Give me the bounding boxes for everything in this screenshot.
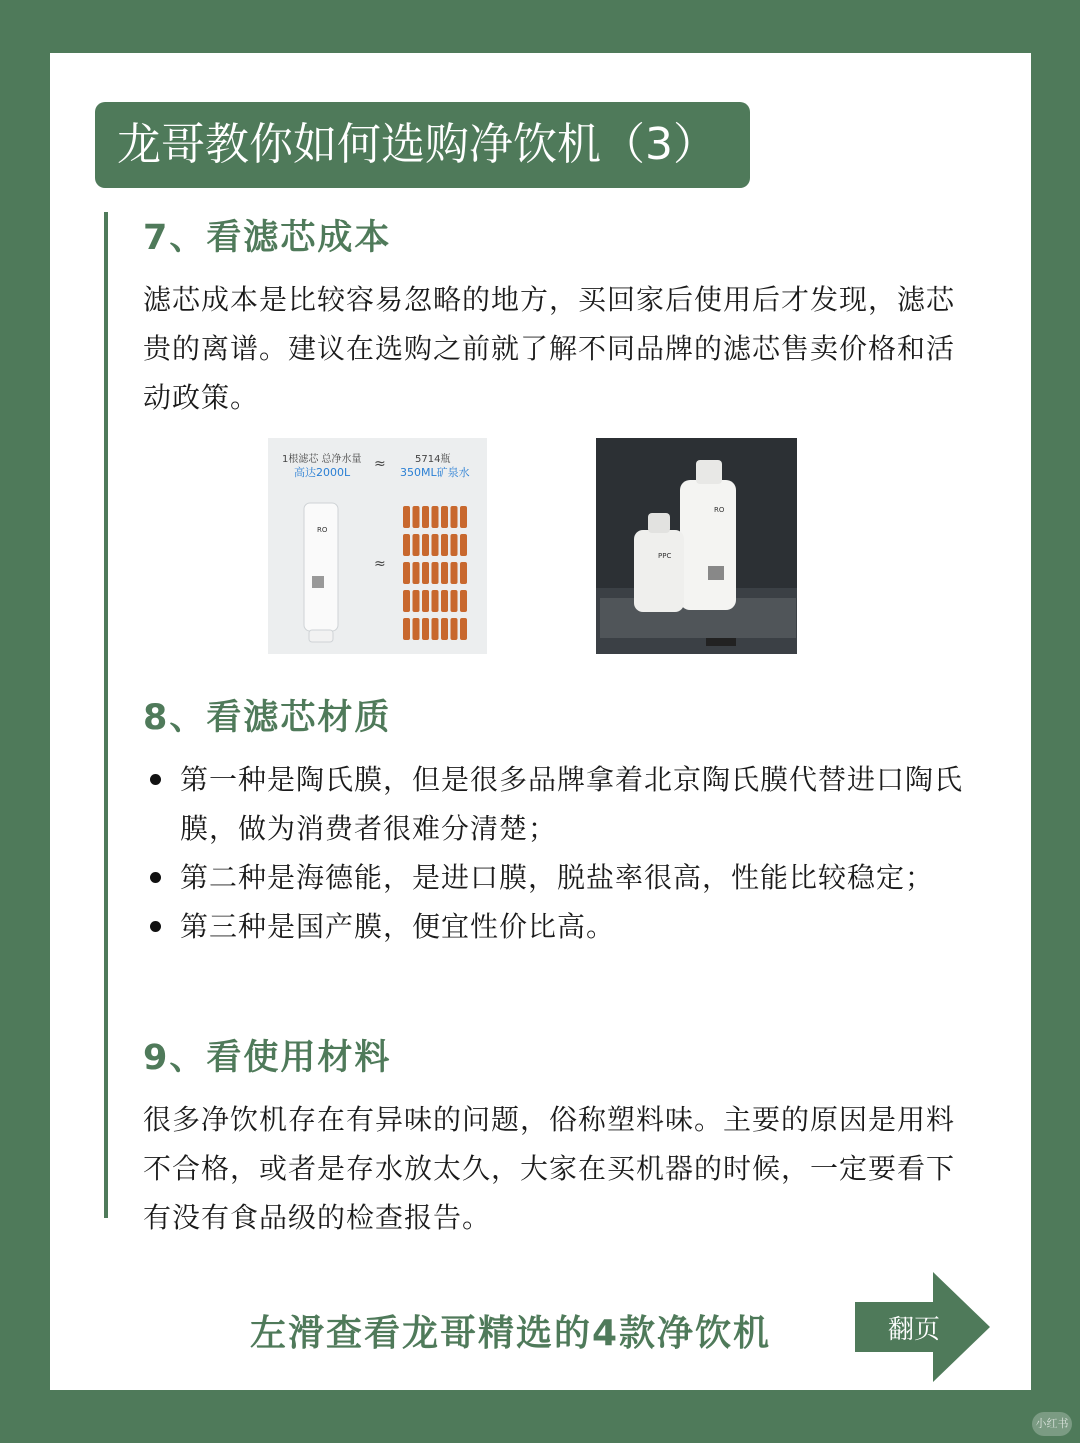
- bottle-icon: [441, 618, 448, 640]
- bottle-icon: [403, 590, 410, 612]
- image1-right-line2: 350ML矿泉水: [400, 466, 470, 479]
- bottle-icon: [422, 506, 429, 528]
- membrane-types-list: [148, 755, 988, 951]
- image1-left-line1: 1根滤芯 总净水量: [282, 454, 362, 465]
- image2-ro-label: RO: [714, 506, 725, 514]
- filter-cartridges-photo: [596, 438, 797, 654]
- filter-and-bottles-illustration: [268, 438, 487, 654]
- bottle-icon: [432, 562, 439, 584]
- bottle-icon: [403, 562, 410, 584]
- bottle-icon: [413, 618, 420, 640]
- decorative-side-line: [104, 212, 108, 1218]
- bottle-icon: [460, 534, 467, 556]
- filter-capacity-image: [268, 438, 487, 654]
- bottle-icon: [413, 506, 420, 528]
- page-title: 龙哥教你如何选购净饮机（3）: [95, 102, 750, 188]
- bottle-icon: [403, 618, 410, 640]
- list-item: 第二种是海德能，是进口膜，脱盐率很高，性能比较稳定；: [148, 853, 988, 902]
- bottle-icon: [422, 562, 429, 584]
- bottle-icon: [432, 506, 439, 528]
- swipe-hint-text: 左滑查看龙哥精选的4款净饮机: [250, 1313, 772, 1354]
- bottle-icon: [460, 590, 467, 612]
- bottle-icon: [413, 590, 420, 612]
- bottle-icon: [413, 562, 420, 584]
- bottle-icon: [441, 534, 448, 556]
- image1-right-line1: 5714瓶: [415, 454, 451, 465]
- next-page-button[interactable]: 翻页: [887, 1315, 940, 1345]
- bottle-icon: [460, 562, 467, 584]
- section-9-body: 很多净饮机存在有异味的问题，俗称塑料味。主要的原因是用料不合格，或者是存水放太久，大家在买机器的时候，一定要看下有没有食品级的检查报告。: [143, 1103, 956, 1234]
- bottle-icon: [451, 534, 458, 556]
- bottle-icon: [441, 562, 448, 584]
- bottle-icon: [422, 618, 429, 640]
- bottle-icon: [441, 590, 448, 612]
- bottle-icon: [451, 618, 458, 640]
- bottle-icon: [441, 506, 448, 528]
- bottle-icon: [451, 562, 458, 584]
- bottle-icon: [451, 590, 458, 612]
- section-9-heading: 9、看使用材料: [143, 1038, 392, 1078]
- bottle-icon: [432, 618, 439, 640]
- bottle-icon: [422, 590, 429, 612]
- image1-filter-label: RO: [317, 526, 328, 534]
- section-8-heading: 8、看滤芯材质: [143, 698, 392, 738]
- watermark-logo: 小红书: [1032, 1412, 1072, 1436]
- cartridges-illustration: [596, 438, 797, 654]
- list-item: 第三种是国产膜，便宜性价比高。: [148, 902, 988, 951]
- image1-approx-top: ≈: [374, 456, 386, 472]
- bottle-icon: [422, 534, 429, 556]
- image2-ppc-label: PPC: [658, 552, 672, 560]
- bottle-icon: [403, 534, 410, 556]
- section-7-heading: 7、看滤芯成本: [143, 218, 392, 258]
- list-item: 第一种是陶氏膜，但是很多品牌拿着北京陶氏膜代替进口陶氏膜，做为消费者很难分清楚；: [148, 755, 988, 853]
- bottle-icon: [432, 590, 439, 612]
- bottle-icon: [460, 506, 467, 528]
- section-7-body: 滤芯成本是比较容易忽略的地方，买回家后使用后才发现，滤芯贵的离谱。建议在选购之前就了解不同品牌的滤芯售卖价格和活动政策。: [143, 283, 956, 414]
- bottle-icon: [460, 618, 467, 640]
- bottle-icon: [451, 506, 458, 528]
- image1-left-line2: 高达2000L: [294, 466, 351, 479]
- bottle-icon: [403, 506, 410, 528]
- bottle-icon: [432, 534, 439, 556]
- image1-approx-mid: ≈: [374, 556, 386, 572]
- bottle-icon: [413, 534, 420, 556]
